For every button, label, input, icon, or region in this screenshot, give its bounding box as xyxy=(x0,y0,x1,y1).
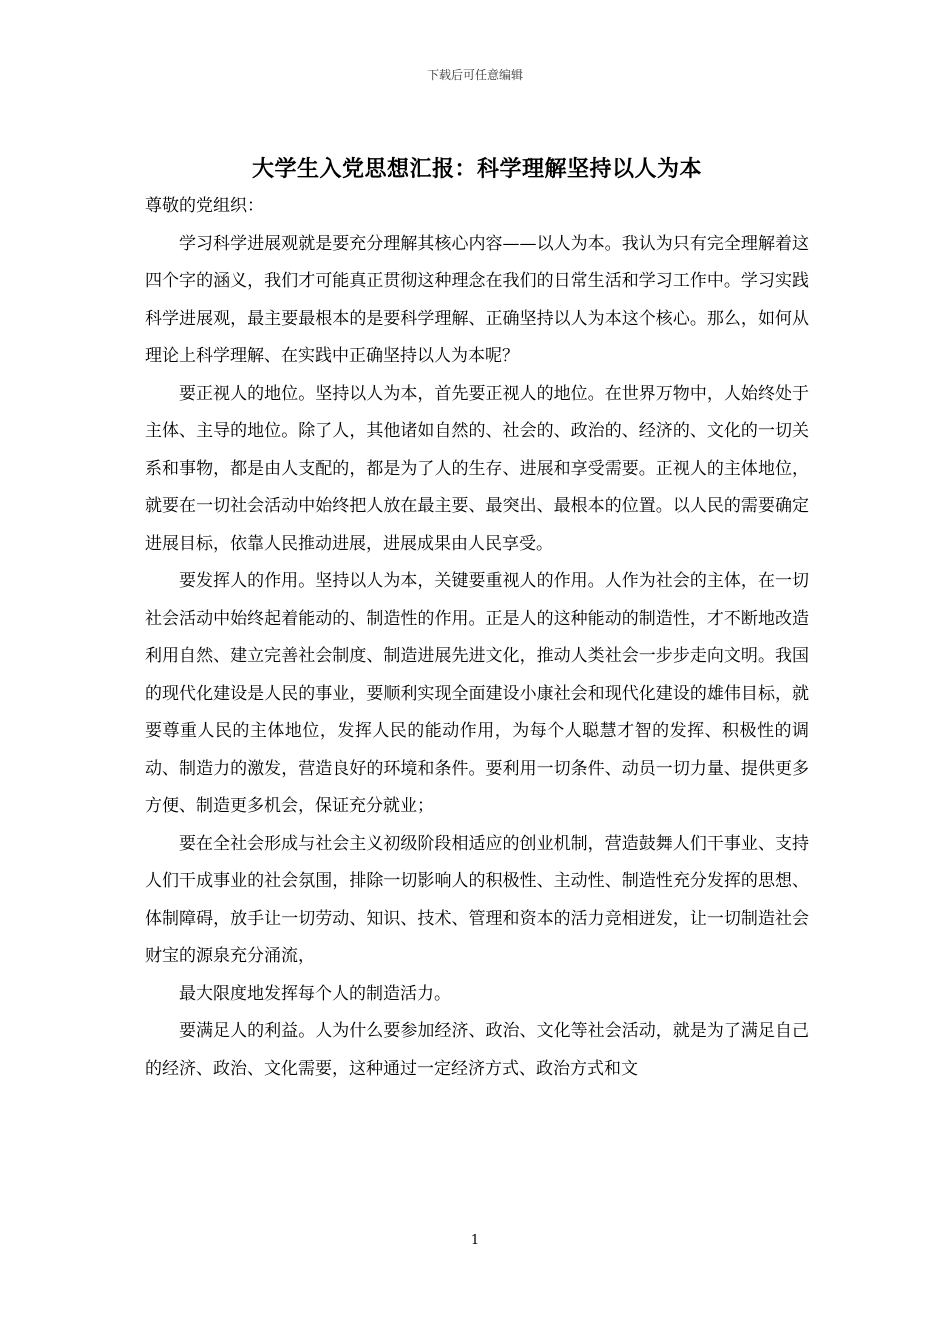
document-body xyxy=(145,152,809,1088)
paragraph-3: 要发挥人的作用。坚持以人为本，关键要重视人的作用。人作为社会的主体，在一切社会活动中始终起着能动的、制造性的作用。正是人的这种能动的制造性，才不断地改造利用自然、建立完善社会制度、制造进展先进文化，推动人类社会一步步走向文明。我国的现代化建设是人民的事业，要顺利实现全面建设小康社会和现代化建设的雄伟目标，就要尊重人民的主体地位，发挥人民的能动作用，为每个人聪慧才智的发挥、积极性的调动、制造力的激发，营造良好的环境和条件。要利用一切条件、动员一切力量、提供更多方便、制造更多机会，保证充分就业； xyxy=(145,571,809,816)
paragraph-5: 最大限度地发挥每个人的制造活力。 xyxy=(179,983,451,1004)
page-number: 1 xyxy=(470,1233,480,1248)
header-note: 下载后可任意编辑 xyxy=(426,68,523,82)
paragraph-2: 要正视人的地位。坚持以人为本，首先要正视人的地位。在世界万物中，人始终处于主体、主导的地位。除了人，其他诸如自然的、社会的、政治的、经济的、文化的一切关系和事物，都是由人支配的，都是为了人的生存、进展和享受需要。正视人的主体地位，就要在一切社会活动中始终把人放在最主要、最突出、最根本的位置。以人民的需要确定进展目标，依靠人民推动进展，进展成果由人民享受。 xyxy=(145,383,809,554)
paragraph-4: 要在全社会形成与社会主义初级阶段相适应的创业机制，营造鼓舞人们干事业、支持人们干成事业的社会氛围，排除一切影响人的积极性、主动性、制造性充分发挥的思想、体制障碍，放手让一切劳动、知识、技术、管理和资本的活力竞相迸发，让一切制造社会财宝的源泉充分涌流， xyxy=(145,833,809,966)
paragraph-1: 学习科学进展观就是要充分理解其核心内容——以人为本。我认为只有完全理解着这四个字的涵义，我们才可能真正贯彻这种理念在我们的日常生活和学习工作中。学习实践科学进展观，最主要最根本的是要科学理解、正确坚持以人为本这个核心。那么，如何从理论上科学理解、在实践中正确坚持以人为本呢？ xyxy=(145,233,809,366)
paragraph-6: 要满足人的利益。人为什么要参加经济、政治、文化等社会活动，就是为了满足自己的经济、政治、文化需要，这种通过一定经济方式、政治方式和文 xyxy=(145,1021,809,1079)
salutation: 尊敬的党组织： xyxy=(145,196,264,216)
document-title: 大学生入党思想汇报：科学理解坚持以人为本 xyxy=(251,157,702,182)
